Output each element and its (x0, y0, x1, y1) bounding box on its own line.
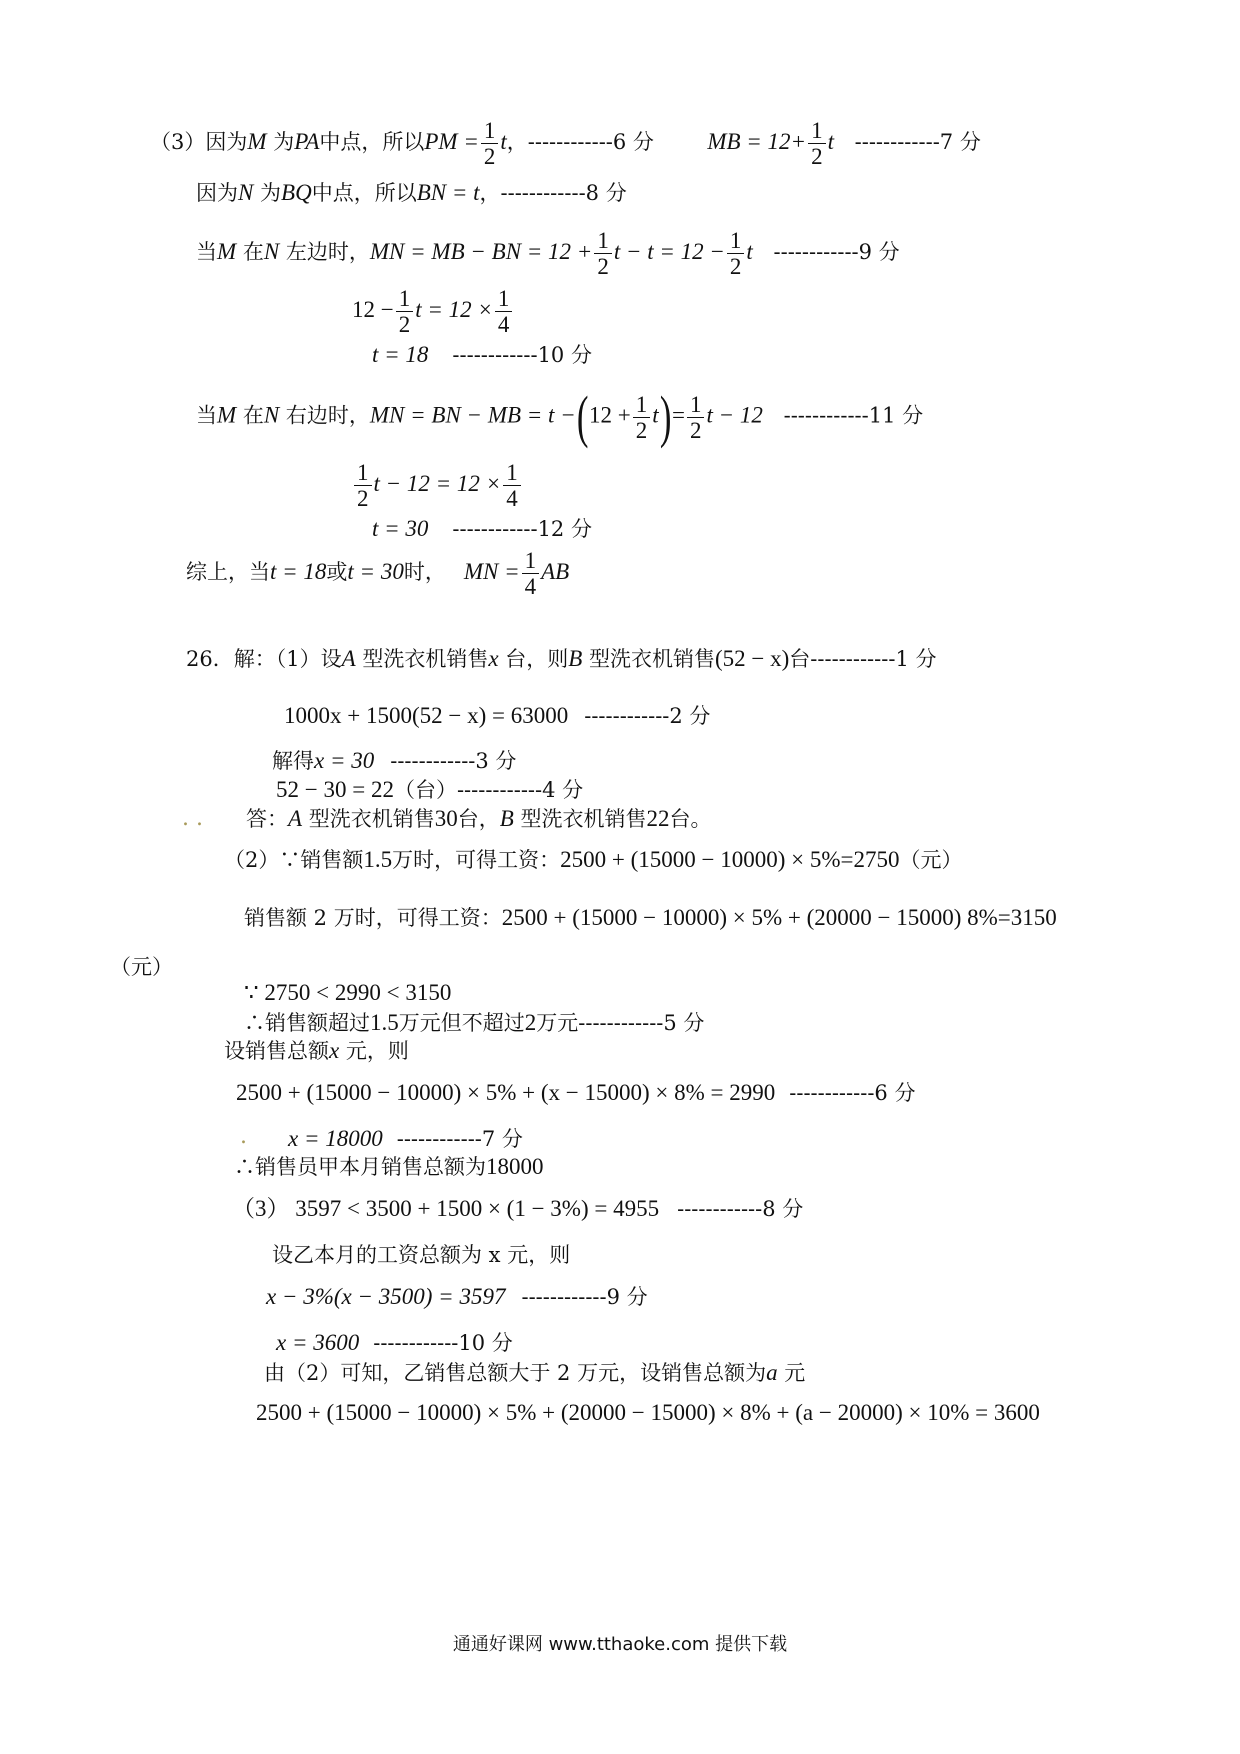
expr: 12 + (589, 402, 631, 428)
var: M (217, 239, 237, 264)
number: 1.5 (370, 1010, 399, 1035)
var: x (488, 646, 499, 671)
denominator: 2 (597, 254, 609, 279)
expr: t − 12 (706, 402, 763, 428)
q26-line-19 (264, 1360, 805, 1386)
expr: MB = 12+ (707, 129, 807, 154)
denominator: 4 (497, 312, 510, 337)
text: 元，则 (339, 1039, 409, 1063)
q26-line-13 (288, 1126, 523, 1152)
text: 万时，可得工资： (392, 848, 561, 872)
expr: t = 30 (372, 516, 429, 541)
fraction (633, 392, 651, 443)
text: 型洗衣机销售 (582, 647, 715, 671)
text: 时， (403, 560, 446, 584)
q26-line-9 (244, 980, 451, 1006)
var: B (568, 646, 583, 671)
expr: t = 18 (270, 559, 327, 584)
text: 解得 (272, 749, 314, 773)
numerator: 1 (687, 392, 705, 418)
number: 30 (434, 806, 458, 831)
p3-line-8 (372, 516, 592, 542)
expr: PM = (424, 129, 479, 154)
denominator: 2 (357, 486, 369, 511)
text: 型洗衣机销售 (302, 807, 435, 831)
var: t (652, 402, 659, 428)
text: 设销售总额 (224, 1039, 329, 1063)
score: 万元------------5 分 (536, 1011, 705, 1035)
score: ------------9 分 (773, 240, 900, 264)
expr: t = 12 × (415, 297, 493, 322)
fraction (727, 228, 745, 279)
text: 台， (457, 807, 500, 831)
denominator: 4 (506, 486, 518, 511)
q26-line-4 (276, 777, 583, 803)
q26-line-14 (234, 1154, 544, 1180)
score: ------------12 分 (452, 517, 592, 541)
q26-line-1 (186, 646, 936, 672)
var: N (263, 239, 280, 264)
numerator: 1 (727, 228, 745, 254)
score: ------------7 分 (854, 130, 981, 154)
expr: MN = MB − BN = 12 + (369, 239, 593, 264)
text: （元） (899, 848, 963, 872)
var: t (827, 129, 834, 154)
text: 当 (196, 403, 217, 428)
q26-line-17 (266, 1284, 648, 1310)
denominator: 2 (811, 144, 823, 169)
denominator: 2 (398, 312, 411, 337)
var: t (500, 129, 507, 154)
text: 元 (777, 1361, 806, 1385)
number: 2 (524, 1010, 537, 1035)
q26-line-3 (272, 748, 516, 774)
fraction (808, 118, 826, 169)
expr: t − 12 = 12 × (373, 471, 502, 496)
q26-line-11 (224, 1038, 409, 1064)
fraction (495, 286, 513, 337)
numerator: 1 (354, 460, 372, 486)
text: （3）因为 (150, 130, 248, 154)
text: （2）∵销售额 (224, 848, 364, 872)
var: A (288, 806, 303, 831)
expr: t = 30 (347, 559, 404, 584)
expr: 2500 + (15000 − 10000) × 5% + (20000 − 15000) 8%=3150 (501, 905, 1057, 930)
text: 台。 (669, 807, 712, 831)
expr: 12 − (352, 297, 394, 322)
q26-line-6 (224, 847, 963, 873)
text: 型洗衣机销售 (513, 807, 647, 831)
number: 18000 (486, 1154, 544, 1179)
q26-line-2 (284, 703, 710, 729)
expr: x − 3%(x − 3500) = 3597 (266, 1284, 506, 1309)
score: ------------3 分 (390, 749, 517, 773)
numerator: 1 (495, 286, 513, 312)
score: ------------7 分 (396, 1127, 523, 1151)
numerator: 1 (633, 392, 651, 418)
expr: MN = BN − MB = t − (369, 402, 576, 428)
p3-line-6 (196, 384, 924, 449)
score: ------------10 分 (373, 1331, 513, 1355)
expr: t − t = 12 − (613, 239, 725, 264)
score: ------------8 分 (677, 1197, 804, 1221)
fraction (522, 548, 540, 599)
text: 台，则 (498, 647, 569, 671)
numerator: 1 (481, 118, 499, 144)
text: 26．解：（1）设 (186, 647, 342, 671)
expr: 2500 + (15000 − 10000) × 5%=2750 (560, 847, 900, 872)
text: 当 (196, 240, 217, 264)
text: 或 (326, 560, 348, 584)
p3-line-5 (372, 342, 592, 368)
score: ，------------8 分 (479, 181, 627, 205)
text: 销售额 2 万时，可得工资： (244, 906, 502, 930)
expr: BN = t (416, 180, 480, 205)
expr: t = 18 (372, 342, 429, 367)
text: 为 (253, 181, 282, 205)
text: 中点，所以 (311, 181, 417, 205)
stray-mark: . (240, 1124, 247, 1149)
text: 左边时， (279, 240, 370, 264)
fraction (687, 392, 705, 443)
text: 型洗衣机销售 (355, 647, 489, 671)
var: PA (294, 129, 320, 154)
var: a (766, 1360, 778, 1385)
var: t (746, 239, 753, 264)
q26-line-7 (244, 905, 1057, 931)
q26-line-8 (110, 954, 173, 980)
text: 答： (246, 807, 288, 831)
q26-line-12 (236, 1080, 915, 1106)
denominator: 2 (729, 254, 742, 279)
score: ------------2 分 (584, 704, 711, 728)
expr: 1000x + 1500(52 − x) = 63000 (284, 703, 569, 728)
numerator: 1 (396, 286, 414, 312)
var: B (499, 806, 514, 831)
left-paren: ( (576, 384, 589, 449)
expr: 2500 + (15000 − 10000) × 5% + (20000 − 15000) × 8% + (a − 20000) × 10% = 3600 (256, 1400, 1040, 1425)
score: 台------------1 分 (789, 647, 937, 671)
score: ，------------6 分 (506, 130, 654, 154)
text: 综上，当 (186, 560, 270, 584)
text: 在 (236, 240, 264, 264)
fraction (594, 228, 612, 279)
p3-line-1 (150, 118, 981, 169)
q26-line-20 (256, 1400, 1040, 1426)
stray-marks: . . (182, 806, 203, 831)
page-footer: 通通好课网 www.tthaoke.com 提供下载 (452, 1634, 788, 1655)
expr: MN = (463, 559, 520, 584)
var: N (238, 180, 254, 205)
text: 由（2）可知，乙销售总额大于 2 万元，设销售总额为 (264, 1361, 767, 1385)
var: A (341, 646, 356, 671)
text: 万元但不超过 (398, 1011, 525, 1035)
text: ∴销售员甲本月销售总额为 (234, 1155, 486, 1179)
text: 在 (236, 403, 264, 428)
p3-line-7 (352, 460, 523, 511)
score: ------------10 分 (452, 343, 592, 367)
right-paren: ) (659, 384, 672, 449)
expr: 52 − 30 = 22 (276, 777, 394, 802)
fraction (481, 118, 499, 169)
expr: ∵ 2750 < 2990 < 3150 (244, 980, 452, 1005)
var: M (217, 402, 237, 428)
text: ∴销售额超过 (244, 1011, 370, 1035)
var: N (263, 402, 280, 428)
q26-line-15 (232, 1196, 803, 1222)
score: ------------6 分 (789, 1081, 916, 1105)
score: （台）------------4 分 (393, 778, 584, 802)
fraction (354, 460, 372, 511)
text: 中点，所以 (319, 130, 425, 154)
expr: 2500 + (15000 − 10000) × 5% + (x − 15000) × 8% = 2990 (236, 1080, 776, 1105)
numerator: 1 (594, 228, 612, 254)
var: M (247, 129, 267, 154)
p3-line-3 (196, 228, 900, 279)
numerator: 1 (522, 548, 540, 574)
var: BQ (281, 180, 312, 205)
q26-line-10 (244, 1010, 704, 1036)
text: 设乙本月的工资总额为 x 元，则 (272, 1243, 571, 1267)
expr: (52 − x) (715, 646, 790, 671)
text: 因为 (196, 181, 238, 205)
p3-line-4 (352, 286, 514, 337)
denominator: 2 (689, 417, 702, 443)
score: ------------11 分 (783, 403, 924, 428)
p3-line-2 (196, 180, 627, 206)
expr: x = 3600 (276, 1330, 360, 1355)
score: ------------9 分 (521, 1285, 648, 1309)
var: AB (541, 559, 570, 584)
equals: = (672, 402, 685, 428)
fraction (396, 286, 414, 337)
q26-answer (246, 806, 712, 832)
denominator: 2 (635, 417, 648, 443)
denominator: 4 (524, 574, 537, 599)
number: 22 (646, 806, 670, 831)
q26-line-18 (276, 1330, 513, 1356)
numerator: 1 (503, 460, 521, 486)
var: x (329, 1038, 340, 1063)
p3-line-9 (186, 548, 569, 599)
expr: x = 18000 (288, 1126, 383, 1151)
denominator: 2 (483, 144, 496, 169)
text: 右边时， (279, 403, 370, 428)
expr: x = 30 (314, 748, 375, 773)
fraction (503, 460, 521, 511)
text: 为 (266, 130, 295, 154)
expr: （3） 3597 < 3500 + 1500 × (1 − 3%) = 4955 (232, 1196, 660, 1221)
text: （元） (110, 955, 173, 979)
number: 1.5 (363, 847, 393, 872)
q26-line-16 (272, 1242, 570, 1268)
numerator: 1 (808, 118, 826, 144)
